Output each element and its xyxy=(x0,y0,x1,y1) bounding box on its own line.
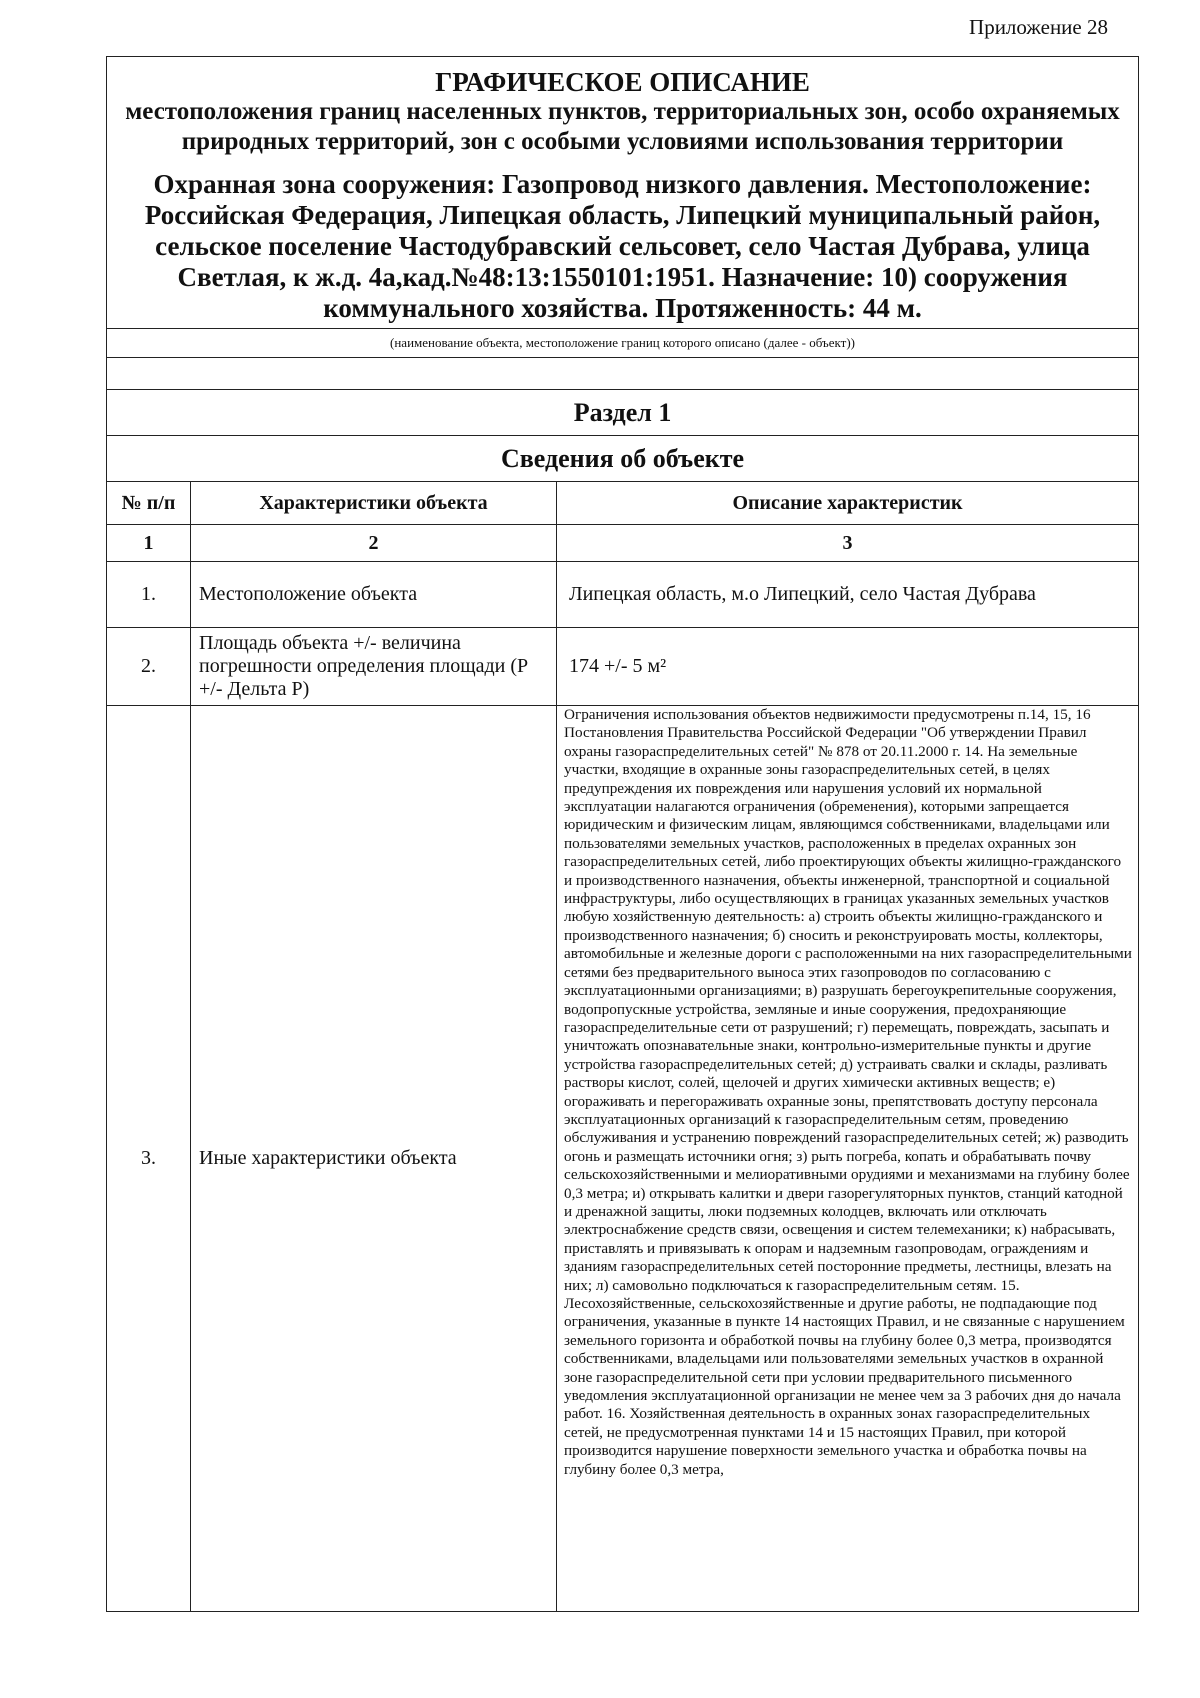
column-header-row xyxy=(107,482,1139,525)
table-row xyxy=(107,562,1139,628)
column-header-description: Описание характеристик xyxy=(557,482,1139,525)
column-header-characteristic: Характеристики объекта xyxy=(191,482,557,525)
column-number-1: 1 xyxy=(107,525,191,562)
table-row xyxy=(107,706,1139,1612)
appendix-label: Приложение 28 xyxy=(969,15,1108,39)
row-number: 1. xyxy=(107,562,191,628)
document-title: ГРАФИЧЕСКОЕ ОПИСАНИЕ xyxy=(435,67,810,97)
row-description: Липецкая область, м.о Липецкий, село Частая Дубрава xyxy=(557,562,1139,628)
section-subtitle: Сведения об объекте xyxy=(107,436,1139,482)
row-number: 3. xyxy=(107,706,191,1612)
row-description-cell xyxy=(557,706,1139,1612)
spacer-row xyxy=(107,358,1139,390)
row-number: 2. xyxy=(107,628,191,706)
section-title: Раздел 1 xyxy=(107,390,1139,436)
column-number-row xyxy=(107,525,1139,562)
row-description: Ограничения использования объектов недвижимости предусмотрены п.14, 15, 16 Постановления Правительства Российской Федерации "Об утверждении Правил охраны газораспределительных сетей" № 878 от 20.11.2000 г. 14. На земельные участки, входящие в охранные зоны газораспределительных сетей, в целях предупреждения их повреждения или нарушения условий их нормальной эксплуатации налагаются ограничения (обременения), которыми запрещается юридическим и физическим лицам, являющимся собственниками, владельцами или пользователями земельных участков, расположенных в пределах охранных зон газораспределительных сетей, либо проектирующих объекты жилищно-гражданского и производственного назначения, объекты инженерной, транспортной и социальной инфраструктуры, либо осуществляющих в границах указанных земельных участков любую хозяйственную деятельность: а) строить объекты жилищно-гражданского и производственного назначения; б) сносить и реконструировать мосты, коллекторы, автомобильные и железные дороги с расположенными на них газораспределительными сетями без предварительного выноса этих газопроводов по согласованию с эксплуатационными организациями; в) разрушать берегоукрепительные сооружения, водопропускные устройства, земляные и иные сооружения, предохраняющие газораспределительные сети от разрушений; г) перемещать, повреждать, засыпать и уничтожать опознавательные знаки, контрольно-измерительные пункты и другие устройства газораспределительных сетей; д) устраивать свалки и склады, разливать растворы кислот, солей, щелочей и других химически активных веществ; е) огораживать и перегораживать охранные зоны, препятствовать доступу персонала эксплуатационных организаций к газораспределительным сетям, проведению обслуживания и устранению повреждений газораспределительных сетей; ж) разводить огонь и размещать источники огня; з) рыть погреба, копать и обрабатывать почву сельскохозяйственными и мелиоративными орудиями и механизмами на глубину более 0,3 метра; и) открывать калитки и двери газорегуляторных пунктов, станций катодной и дренажной защиты, люки подземных колодцев, включать или отключать электроснабжение средств связи, освещения и систем телемеханики; к) набрасывать, приставлять и привязывать к опорам и надземным газопроводам, ограждениям и зданиям газораспределительных сетей посторонние предметы, лестницы, влезать на них; л) самовольно подключаться к газораспределительным сетям. 15. Лесохозяйственные, сельскохозяйственные и другие работы, не подпадающие под ограничения, указанные в пункте 14 настоящих Правил, и не связанные с нарушением земельного горизонта и обработкой почвы на глубину более 0,3 метра, производятся собственниками, владельцами или пользователями земельных участков в охранной зоне газораспределительной сети при условии предварительного письменного уведомления эксплуатационной организации не менее чем за 3 рабочих дня до начала работ. 16. Хозяйственная деятельность в охранных зонах газораспределительных сетей, не предусмотренная пунктами 14 и 15 настоящих Правил, при которой производится нарушение поверхности земельного участка и обработка почвы на глубину более 0,3 метра, xyxy=(564,706,1132,1478)
row-characteristic: Местоположение объекта xyxy=(191,562,557,628)
row-description: 174 +/- 5 м² xyxy=(557,628,1139,706)
column-number-3: 3 xyxy=(557,525,1139,562)
document-subtitle: местоположения границ населенных пунктов, территориальных зон, особо охраняемых природных территорий, зон с особыми условиями использования территории xyxy=(125,98,1120,155)
document-table xyxy=(106,56,1139,1612)
row-characteristic: Площадь объекта +/- величина погрешности определения площади (Р +/- Дельта Р) xyxy=(191,628,557,706)
row-characteristic: Иные характеристики объекта xyxy=(191,706,557,1612)
table-row xyxy=(107,628,1139,706)
column-header-number: № п/п xyxy=(107,482,191,525)
object-description: Охранная зона сооружения: Газопровод низкого давления. Местоположение: Российская Федерация, Липецкая область, Липецкий муниципальный район, сельское поселение Частодубравский сельсовет, село Частая Дубрава, улица Светлая, к ж.д. 4а,кад.№48:13:1550101:1951. Назначение: 10) сооружения коммунального хозяйства. Протяженность: 44 м. xyxy=(144,169,1101,323)
header-block xyxy=(107,57,1139,329)
column-number-2: 2 xyxy=(191,525,557,562)
object-note: (наименование объекта, местоположение границ которого описано (далее - объект)) xyxy=(107,329,1139,358)
